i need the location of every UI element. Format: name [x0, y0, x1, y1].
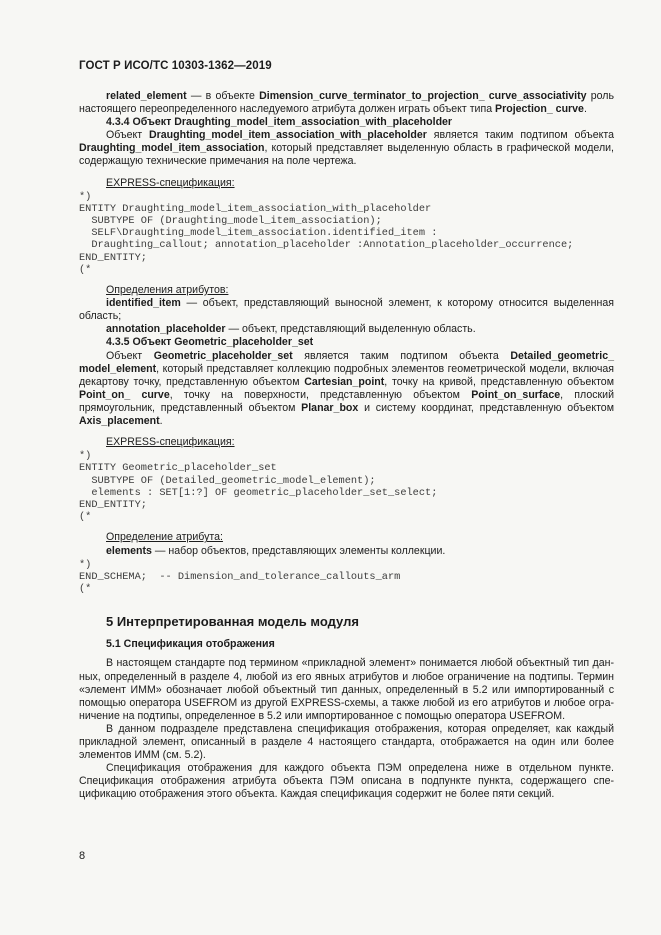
- subsection-4-3-5-title: 4.3.5 Объект Geometric_placeholder_set: [106, 336, 314, 349]
- term-dimension-curve-terminator: Dimension_curve_terminator_to_projection_ curve_associativity: [259, 90, 587, 102]
- paragraph-mapping-per-object: Спецификация отображения для каждого объекта ПЭМ определена ниже в отдельном пункте. Спецификация отображения атрибута объекта ПЭМ описана в подпункте пункта, содержащего спецификацию отображения этого объекта. Каждая спецификация содержит не более пяти секций.: [79, 762, 614, 801]
- section-5-title: 5 Интерпретированная модель модуля: [106, 614, 359, 630]
- subsection-4-3-4-title: 4.3.4 Объект Draughting_model_item_association_with_placeholder: [106, 116, 453, 129]
- paragraph-draughting-model: Объект Draughting_model_item_association_with_placeholder является таким подтипом объекта Draughting_model_item_association, который представляет выделенную область в графической модели, содержащую технические примечания на поле чертежа.: [79, 129, 614, 168]
- express-code-block-3: *) END_SCHEMA; -- Dimension_and_tolerance_callouts_arm (*: [79, 558, 401, 596]
- term-draughting-placeholder: Draughting_model_item_association_with_placeholder: [148, 129, 427, 142]
- page-content: [79, 90, 614, 801]
- page-number: 8: [79, 850, 86, 862]
- term-detailed-geometric: Detailed_geometric_ model_element: [79, 349, 614, 375]
- paragraph-mapping-specification: В данном подразделе представлена спецификация отображения, которая определяет, как каждый прикладной элемент, описанный в разделе 4 настоящего стандарта, отображается на один или более элементов ИММ (см. 5.2).: [79, 722, 614, 762]
- paragraph-geometric-placeholder: Объект Geometric_placeholder_set является таким подтипом объекта Detailed_geometric_ model_element, который представляет коллекцию подробных элементов геометрической модели, включая декартову точку, представленную объектом Cartesian_point, точку на кривой, представленную объектом Point_on_ curve, точку на поверхности, представленную объектом Point_on_surface, плоский прямоугольник, представленный объектом Planar_box и систему координат, представленную объектом Axis_placement.: [79, 349, 615, 428]
- express-spec-label-2: EXPRESS-спецификация:: [106, 436, 235, 449]
- term-draughting-association: Draughting_model_item_association: [79, 142, 265, 155]
- standard-header: ГОСТ Р ИСО/ТС 10303-1362—2019: [79, 60, 272, 72]
- express-code-block-2: *) ENTITY Geometric_placeholder_set SUBTYPE OF (Detailed_geometric_model_element); elements : SET[1:?] OF geometric_placeholder_set_select; END_ENTITY; (*: [79, 450, 438, 524]
- term-related-element: related_element: [106, 90, 187, 102]
- express-spec-label: EXPRESS-спецификация:: [106, 176, 235, 189]
- term-planar-box: Planar_box: [301, 401, 359, 414]
- term-elements: elements: [106, 544, 152, 557]
- paragraph-elements: elements — набор объектов, представляющих элементы коллекции.: [106, 544, 446, 557]
- paragraph-applied-element-definition: В настоящем стандарте под термином «прикладной элемент» понимается любой объектный тип данных, определенный в разделе 4, любой из его явных атрибутов и любое ограничение на подтипы. Термин «элемент ИММ» обозначает любой объектный тип данных, определенный в 5.2 или импортированный с помощью оператора USEFROM из другой EXPRESS-схемы, а также любой из его атрибутов и любое ограничение на подтипы, определенное в 5.2 или импортированное с помощью оператора USEFROM.: [79, 657, 614, 722]
- express-code-block-1: *) ENTITY Draughting_model_item_association_with_placeholder SUBTYPE OF (Draughting_model_item_association); SELF\Draughting_model_item_association.identified_item : Draughting_callout; annotation_placeholder :Annotation_placeholder_occurrence; END_ENTITY; (*: [79, 190, 574, 276]
- subsection-5-1-title: 5.1 Спецификация отображения: [106, 638, 275, 651]
- paragraph-related-element: related_element — в объекте Dimension_curve_terminator_to_projection_ curve_associativity роль настоящего переопределенного наследуемого атрибута должен играть объект типа Projection_ curve.: [79, 90, 614, 116]
- term-geometric-placeholder-set: Geometric_placeholder_set: [153, 349, 293, 362]
- term-annotation-placeholder: annotation_placeholder: [106, 323, 226, 336]
- attribute-definition-label: Определение атрибута:: [106, 531, 223, 544]
- paragraph-identified-item: identified_item — объект, представляющий выносной элемент, к которому относится выделенная область;: [79, 297, 614, 323]
- term-point-on-curve: Point_on_ curve: [79, 388, 170, 401]
- term-point-on-surface: Point_on_surface: [471, 388, 561, 401]
- paragraph-annotation-placeholder: annotation_placeholder — объект, представляющий выделенную область.: [106, 323, 476, 336]
- attribute-definitions-label: Определения атрибутов:: [106, 284, 229, 297]
- term-cartesian-point: Cartesian_point: [304, 375, 385, 388]
- term-projection-curve: Projection_ curve: [495, 103, 584, 116]
- term-identified-item: identified_item: [106, 297, 181, 310]
- term-axis-placement: Axis_placement: [79, 415, 160, 428]
